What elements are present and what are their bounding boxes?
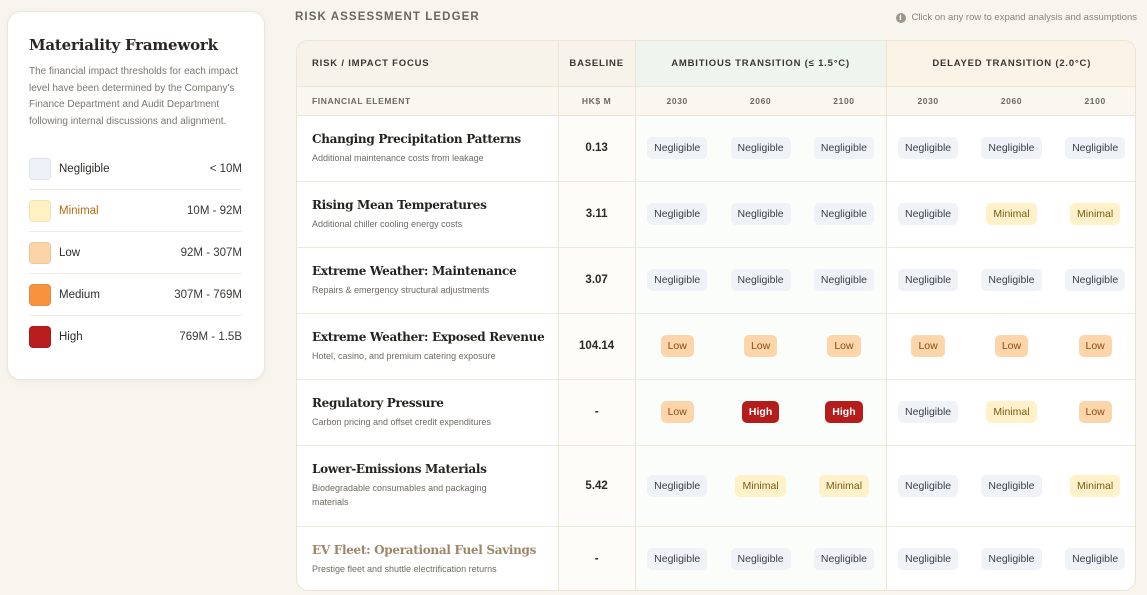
rating-cell bbox=[970, 313, 1054, 379]
legend-row-minimal bbox=[29, 190, 242, 232]
rating-cell bbox=[1053, 445, 1136, 526]
rating-cell bbox=[719, 379, 803, 445]
rating-cell bbox=[802, 526, 886, 591]
impact-badge: Negligible bbox=[647, 548, 707, 570]
impact-badge: Negligible bbox=[647, 269, 707, 291]
rating-cell bbox=[802, 379, 886, 445]
impact-badge: Minimal bbox=[1070, 475, 1120, 497]
materiality-framework-card bbox=[7, 11, 265, 380]
impact-badge: Negligible bbox=[647, 203, 707, 225]
impact-badge: Minimal bbox=[1070, 203, 1120, 225]
rating-cell bbox=[970, 115, 1054, 181]
info-icon: i bbox=[896, 13, 906, 23]
baseline-value: 104.14 bbox=[558, 313, 635, 379]
header-year: 2030 bbox=[635, 86, 719, 115]
risk-description: Additional chiller cooling energy costs bbox=[312, 218, 463, 229]
baseline-value: - bbox=[558, 526, 635, 591]
rating-cell bbox=[970, 247, 1054, 313]
risk-name: Changing Precipitation Patterns bbox=[312, 131, 521, 146]
risk-name: Extreme Weather: Maintenance bbox=[312, 263, 517, 278]
legend-range: 769M - 1.5B bbox=[179, 331, 242, 344]
legend-swatch bbox=[29, 158, 51, 180]
rating-cell bbox=[635, 526, 719, 591]
risk-name: Lower-Emissions Materials bbox=[312, 462, 487, 476]
rating-cell bbox=[886, 526, 970, 591]
legend-row-medium bbox=[29, 274, 242, 316]
rating-cell bbox=[1053, 247, 1136, 313]
baseline-value: 0.13 bbox=[558, 115, 635, 181]
framework-description: The financial impact thresholds for each impact level have been determined by the Company's Finance Department and Audit Department following internal discussions and alignment. bbox=[29, 66, 238, 127]
ledger-row[interactable] bbox=[297, 445, 1136, 526]
materiality-legend bbox=[29, 148, 242, 358]
rating-cell bbox=[886, 313, 970, 379]
impact-badge: Negligible bbox=[814, 548, 874, 570]
impact-badge: Minimal bbox=[819, 475, 869, 497]
impact-badge: Negligible bbox=[647, 475, 707, 497]
rating-cell bbox=[719, 115, 803, 181]
rating-cell bbox=[802, 115, 886, 181]
header-focus: RISK / IMPACT FOCUS bbox=[297, 41, 558, 86]
risk-description: Repairs & emergency structural adjustments bbox=[312, 284, 490, 295]
impact-badge: Negligible bbox=[898, 401, 958, 423]
rating-cell bbox=[719, 526, 803, 591]
legend-row-high bbox=[29, 316, 242, 358]
risk-name: Extreme Weather: Exposed Revenue bbox=[312, 329, 545, 344]
risk-description: Biodegradable consumables and packaging materials bbox=[312, 483, 487, 507]
impact-badge: Low bbox=[1079, 335, 1112, 357]
ledger-row[interactable] bbox=[297, 526, 1136, 591]
rating-cell bbox=[886, 181, 970, 247]
impact-badge: Low bbox=[827, 335, 860, 357]
header-year: 2030 bbox=[886, 86, 970, 115]
rating-cell bbox=[719, 445, 803, 526]
risk-cell bbox=[297, 445, 558, 526]
impact-badge: Minimal bbox=[735, 475, 785, 497]
rating-cell bbox=[1053, 526, 1136, 591]
baseline-value: 3.07 bbox=[558, 247, 635, 313]
header-delayed-transition: DELAYED TRANSITION (2.0°C) bbox=[886, 41, 1136, 86]
risk-description: Hotel, casino, and premium catering exposure bbox=[312, 350, 496, 361]
risk-description: Carbon pricing and offset credit expenditures bbox=[312, 416, 491, 427]
impact-badge: Negligible bbox=[898, 137, 958, 159]
header-year: 2100 bbox=[802, 86, 886, 115]
framework-title: Materiality Framework bbox=[29, 36, 218, 54]
rating-cell bbox=[970, 445, 1054, 526]
impact-badge: Low bbox=[661, 335, 694, 357]
impact-badge: High bbox=[825, 401, 862, 423]
risk-name: Regulatory Pressure bbox=[312, 395, 444, 410]
risk-cell bbox=[297, 115, 558, 181]
header-year: 2060 bbox=[719, 86, 803, 115]
impact-badge: Negligible bbox=[898, 475, 958, 497]
risk-name: EV Fleet: Operational Fuel Savings bbox=[312, 542, 537, 557]
rating-cell bbox=[970, 379, 1054, 445]
legend-label: High bbox=[59, 331, 83, 344]
risk-cell bbox=[297, 526, 558, 591]
legend-row-negligible bbox=[29, 148, 242, 190]
impact-badge: Negligible bbox=[898, 269, 958, 291]
impact-badge: Negligible bbox=[898, 548, 958, 570]
legend-swatch bbox=[29, 200, 51, 222]
impact-badge: Low bbox=[1079, 401, 1112, 423]
header-year: 2060 bbox=[970, 86, 1054, 115]
legend-swatch bbox=[29, 284, 51, 306]
impact-badge: Negligible bbox=[731, 203, 791, 225]
impact-badge: Negligible bbox=[731, 137, 791, 159]
rating-cell bbox=[886, 115, 970, 181]
impact-badge: Negligible bbox=[981, 475, 1041, 497]
rating-cell bbox=[886, 247, 970, 313]
impact-badge: Negligible bbox=[647, 137, 707, 159]
ledger-row[interactable] bbox=[297, 181, 1136, 247]
impact-badge: Negligible bbox=[731, 269, 791, 291]
impact-badge: Minimal bbox=[986, 203, 1036, 225]
risk-cell bbox=[297, 181, 558, 247]
ledger-row[interactable] bbox=[297, 379, 1136, 445]
risk-cell bbox=[297, 247, 558, 313]
header-year: 2100 bbox=[1053, 86, 1136, 115]
rating-cell bbox=[886, 445, 970, 526]
impact-badge: Negligible bbox=[731, 548, 791, 570]
legend-label: Low bbox=[59, 246, 81, 259]
ledger-row[interactable] bbox=[297, 247, 1136, 313]
legend-label: Negligible bbox=[59, 162, 110, 175]
rating-cell bbox=[802, 181, 886, 247]
impact-badge: Negligible bbox=[981, 269, 1041, 291]
ledger-hint-text: Click on any row to expand analysis and assumptions bbox=[911, 12, 1137, 23]
legend-label: Medium bbox=[59, 288, 100, 301]
impact-badge: Negligible bbox=[814, 269, 874, 291]
legend-range: 307M - 769M bbox=[174, 288, 242, 301]
rating-cell bbox=[1053, 115, 1136, 181]
impact-badge: Negligible bbox=[814, 137, 874, 159]
rating-cell bbox=[635, 445, 719, 526]
rating-cell bbox=[1053, 313, 1136, 379]
impact-badge: Low bbox=[995, 335, 1028, 357]
rating-cell bbox=[802, 445, 886, 526]
legend-range: 10M - 92M bbox=[187, 204, 242, 217]
rating-cell bbox=[802, 313, 886, 379]
rating-cell bbox=[635, 247, 719, 313]
rating-cell bbox=[1053, 379, 1136, 445]
rating-cell bbox=[719, 313, 803, 379]
rating-cell bbox=[635, 313, 719, 379]
ledger-hint bbox=[896, 12, 1137, 23]
impact-badge: Low bbox=[744, 335, 777, 357]
baseline-value: 5.42 bbox=[558, 445, 635, 526]
impact-badge: Minimal bbox=[986, 401, 1036, 423]
ledger-row[interactable] bbox=[297, 313, 1136, 379]
legend-swatch bbox=[29, 326, 51, 348]
rating-cell bbox=[970, 181, 1054, 247]
rating-cell bbox=[802, 247, 886, 313]
legend-range: 92M - 307M bbox=[180, 246, 242, 259]
impact-badge: Low bbox=[911, 335, 944, 357]
legend-swatch bbox=[29, 242, 51, 264]
impact-badge: High bbox=[742, 401, 779, 423]
impact-badge: Low bbox=[661, 401, 694, 423]
impact-badge: Negligible bbox=[898, 203, 958, 225]
risk-name: Rising Mean Temperatures bbox=[312, 197, 487, 212]
rating-cell bbox=[635, 379, 719, 445]
legend-row-low bbox=[29, 232, 242, 274]
risk-ledger-table bbox=[296, 40, 1136, 591]
rating-cell bbox=[719, 247, 803, 313]
impact-badge: Negligible bbox=[981, 137, 1041, 159]
header-financial-element: FINANCIAL ELEMENT bbox=[297, 86, 558, 115]
risk-description: Additional maintenance costs from leakage bbox=[312, 152, 484, 163]
rating-cell bbox=[719, 181, 803, 247]
header-ambitious-transition: AMBITIOUS TRANSITION (≤ 1.5°C) bbox=[635, 41, 886, 86]
header-baseline: BASELINE bbox=[558, 41, 635, 86]
rating-cell bbox=[635, 181, 719, 247]
rating-cell bbox=[635, 115, 719, 181]
rating-cell bbox=[970, 526, 1054, 591]
ledger-title: RISK ASSESSMENT LEDGER bbox=[295, 11, 480, 23]
impact-badge: Negligible bbox=[814, 203, 874, 225]
rating-cell bbox=[886, 379, 970, 445]
impact-badge: Negligible bbox=[1065, 269, 1125, 291]
ledger-row[interactable] bbox=[297, 115, 1136, 181]
impact-badge: Negligible bbox=[1065, 548, 1125, 570]
risk-cell bbox=[297, 379, 558, 445]
legend-label: Minimal bbox=[59, 204, 99, 217]
risk-cell bbox=[297, 313, 558, 379]
header-unit: HK$ M bbox=[558, 86, 635, 115]
rating-cell bbox=[1053, 181, 1136, 247]
risk-description: Prestige fleet and shuttle electrification returns bbox=[312, 563, 497, 574]
baseline-value: 3.11 bbox=[558, 181, 635, 247]
legend-range: < 10M bbox=[209, 162, 242, 175]
impact-badge: Negligible bbox=[1065, 137, 1125, 159]
impact-badge: Negligible bbox=[981, 548, 1041, 570]
baseline-value: - bbox=[558, 379, 635, 445]
